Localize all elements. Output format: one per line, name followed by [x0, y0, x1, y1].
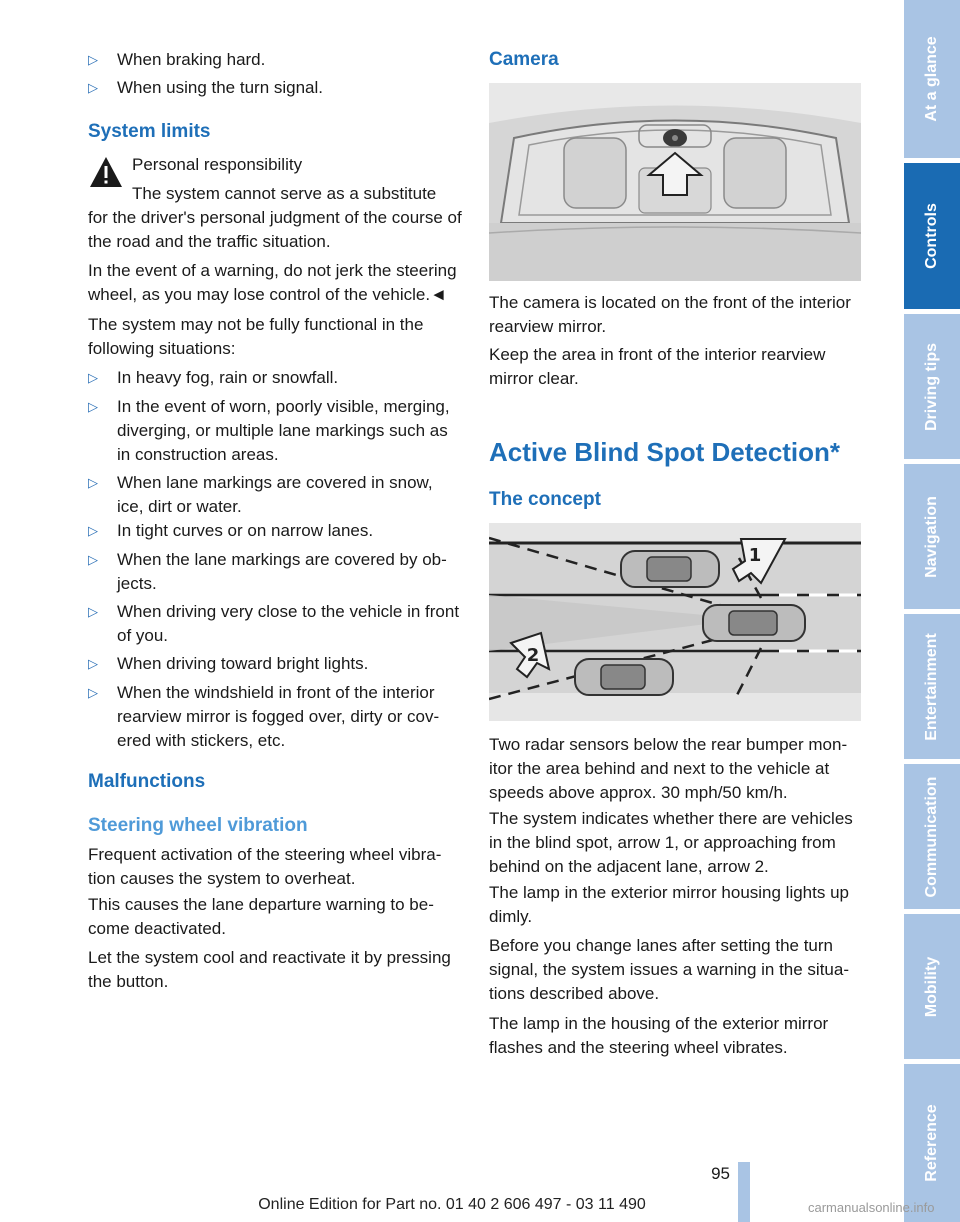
- paragraph: The lamp in the housing of the exterior mirror flashes and the steering wheel vibrates.: [489, 1014, 829, 1057]
- page-number: 95: [711, 1164, 730, 1183]
- bullet-triangle-icon: ▷: [88, 656, 98, 671]
- bullet-triangle-icon: ▷: [88, 52, 98, 67]
- subsection-heading: Steering wheel vibration: [88, 815, 308, 836]
- tab-driving-tips[interactable]: Driving tips: [904, 314, 960, 459]
- bullet-triangle-icon: ▷: [88, 604, 98, 619]
- tab-mobility[interactable]: Mobility: [904, 914, 960, 1059]
- arrow-1-label: 1: [748, 545, 762, 566]
- section-heading: Camera: [489, 49, 559, 70]
- paragraph: Two radar sensors below the rear bumper monitor the area behind and next to the vehicle at speeds above approx. 30 mph/50 km/h.: [489, 735, 848, 802]
- tab-controls[interactable]: Controls: [904, 163, 960, 309]
- car-icon: [575, 659, 673, 695]
- section-heading: Malfunctions: [88, 771, 206, 792]
- paragraph: The lamp in the exterior mirror housing lights up dimly.: [489, 883, 849, 926]
- arrow-2-label: 2: [526, 645, 540, 666]
- car-icon: [703, 605, 805, 641]
- warning-paragraph: In the event of a warning, do not jerk the steering wheel, as you may lose control of the vehicle.◄: [88, 261, 457, 304]
- section-heading: The concept: [489, 489, 601, 510]
- bullet-triangle-icon: ▷: [88, 523, 98, 538]
- paragraph: The system may not be fully functional in the following situations:: [88, 315, 424, 358]
- paragraph: Before you change lanes after setting the turn signal, the system issues a warning in the situations described above.: [489, 936, 850, 1003]
- bullet-triangle-icon: ▷: [88, 80, 98, 95]
- camera-mirror-diagram: [489, 83, 861, 281]
- paragraph: Keep the area in front of the interior rearview mirror clear.: [489, 345, 826, 388]
- paragraph: This causes the lane departure warning to become deactivated.: [88, 895, 434, 938]
- bullet-triangle-icon: ▷: [88, 552, 98, 567]
- tab-reference[interactable]: Reference: [904, 1064, 960, 1222]
- chapter-heading: Active Blind Spot Detection*: [489, 437, 841, 467]
- tab-communication[interactable]: Communication: [904, 764, 960, 909]
- warning-text: The system cannot serve as a substitute: [132, 184, 437, 203]
- watermark: carmanualsonline.info: [808, 1200, 935, 1215]
- paragraph: The system indicates whether there are vehicles in the blind spot, arrow 1, or approaching from behind on the adjacent lane, arrow 2.: [489, 809, 853, 876]
- bullet-triangle-icon: ▷: [88, 399, 98, 414]
- bullet-triangle-icon: ▷: [88, 370, 98, 385]
- blind-spot-diagram: [489, 523, 861, 721]
- blind-spot-illustration: [489, 523, 861, 721]
- bullet-triangle-icon: ▷: [88, 475, 98, 490]
- paragraph: The camera is located on the front of the interior rearview mirror.: [489, 293, 851, 336]
- section-heading: System limits: [88, 121, 211, 142]
- warning-text-cont: for the driver's personal judgment of the course of the road and the traffic situation.: [88, 208, 462, 251]
- tab-at-a-glance[interactable]: At a glance: [904, 0, 960, 158]
- paragraph: Let the system cool and reactivate it by pressing the button.: [88, 948, 451, 991]
- chapter-tabs: [904, 0, 960, 1222]
- car-icon: [621, 551, 719, 587]
- warning-title: Personal responsibility: [132, 155, 303, 174]
- footer-text: Online Edition for Part no. 01 40 2 606 497 - 03 11 490: [258, 1196, 646, 1213]
- camera-location-illustration: [489, 83, 861, 281]
- warning-triangle-icon: [88, 155, 124, 189]
- tab-navigation[interactable]: Navigation: [904, 464, 960, 609]
- tab-entertainment[interactable]: Entertainment: [904, 614, 960, 759]
- bullet-triangle-icon: ▷: [88, 685, 98, 700]
- paragraph: Frequent activation of the steering wheel vibration causes the system to overheat.: [88, 845, 442, 888]
